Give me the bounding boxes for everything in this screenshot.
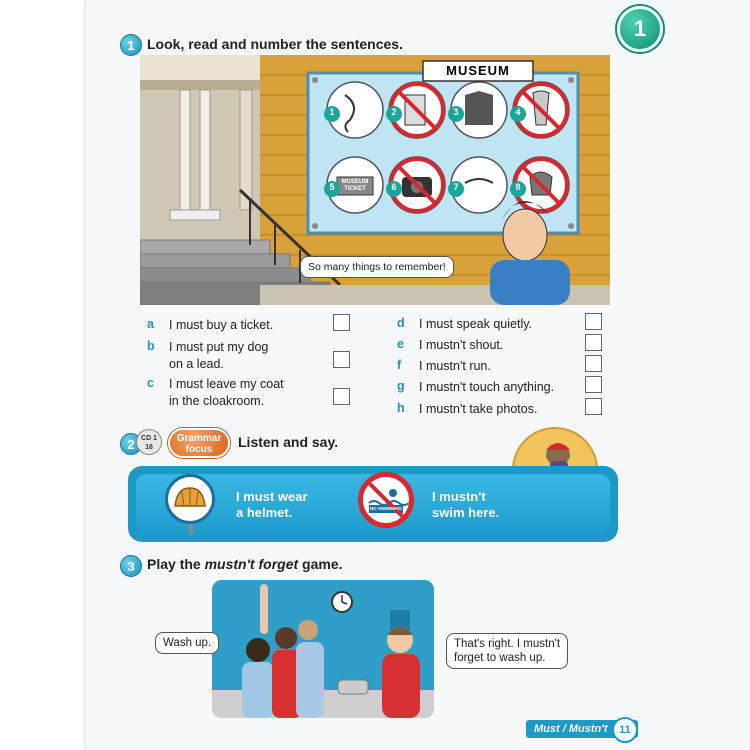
sentence-text-block	[169, 376, 284, 410]
bubble-line-1: That's right. I mustn't	[454, 638, 561, 650]
exercise-2-title: Listen and say.	[238, 434, 339, 450]
page-number: 11	[612, 717, 638, 743]
exercise-3-title-italic: mustn't forget	[204, 556, 299, 572]
sentence-text: I mustn't shout.	[419, 338, 504, 352]
exercise-3-title-post: game.	[298, 556, 343, 572]
picture-number-5: 5	[329, 182, 335, 192]
sentence-text: I must speak quietly.	[419, 317, 533, 331]
helmet-sign-post	[189, 524, 193, 534]
sentence-text: I mustn't run.	[419, 359, 491, 373]
grammar-badge-line-2: focus	[185, 444, 213, 455]
picture-number-8: 8	[515, 182, 521, 192]
grammar-sentence-mustnt	[432, 489, 499, 521]
sentence-a	[147, 317, 273, 334]
sentence-letter: c	[147, 376, 154, 390]
speech-bubble-thats-right	[446, 633, 568, 669]
grammar-must-line-1: I must wear	[236, 489, 308, 504]
museum-sign-text: MUSEUM	[446, 63, 510, 78]
sentence-line-1: I must leave my coat	[169, 377, 284, 391]
cd-label: CD 1	[141, 435, 157, 442]
exercise-3-number: 3	[120, 555, 142, 577]
sentence-letter: d	[397, 316, 405, 330]
grammar-focus-badge	[168, 428, 230, 458]
exercise-3-title	[147, 556, 343, 572]
helmet-sign-icon	[165, 474, 215, 524]
picture-number-7: 7	[453, 182, 459, 192]
sentence-d	[397, 316, 532, 333]
sentence-letter: e	[397, 337, 404, 351]
picture-number-1: 1	[329, 107, 335, 117]
sentence-letter: g	[397, 379, 405, 393]
picture-number-3: 3	[453, 107, 459, 117]
answer-box-c[interactable]	[333, 388, 350, 405]
speech-bubble-wash-up: Wash up.	[155, 632, 219, 654]
sentence-text: I must buy a ticket.	[169, 318, 274, 332]
answer-box-a[interactable]	[333, 314, 350, 331]
footer-topic-tab: Must / Mustn't	[526, 720, 638, 738]
answer-box-h[interactable]	[585, 398, 602, 415]
exercise-1-number: 1	[120, 34, 142, 56]
sentence-text-block	[169, 339, 268, 373]
sentence-line-1: I must put my dog	[169, 340, 269, 354]
sentence-h	[397, 401, 537, 418]
museum-scene-illustration	[140, 55, 610, 305]
sentence-e	[397, 337, 503, 354]
sentence-letter: f	[397, 358, 402, 372]
exercise-1-title: Look, read and number the sentences.	[147, 36, 403, 52]
answer-box-g[interactable]	[585, 376, 602, 393]
sentence-b	[147, 339, 268, 373]
no-swimming-sign-icon	[358, 472, 414, 528]
sentence-c	[147, 376, 284, 410]
no-swimming-sign-text: NO SWIMMING	[370, 506, 402, 511]
sentence-text: I mustn't take photos.	[419, 402, 538, 416]
sentence-letter: a	[147, 317, 154, 331]
exercise-3-title-pre: Play the	[147, 556, 205, 572]
answer-box-d[interactable]	[585, 313, 602, 330]
ticket-text: MUSEUM TICKET	[341, 179, 369, 192]
picture-number-6: 6	[391, 182, 397, 192]
answer-box-b[interactable]	[333, 351, 350, 368]
unit-number-badge: 1	[617, 6, 663, 52]
sentence-f	[397, 358, 491, 375]
picture-number-4: 4	[515, 107, 521, 117]
grammar-mustnt-line-2: swim here.	[432, 505, 500, 520]
grammar-badge-line-1: Grammar	[176, 433, 222, 444]
sentence-line-2: in the cloakroom.	[169, 394, 265, 408]
speech-bubble-remember: So many things to remember!	[300, 256, 454, 278]
classroom-photo	[212, 580, 434, 718]
grammar-mustnt-line-1: I mustn't	[432, 489, 486, 504]
answer-box-e[interactable]	[585, 334, 602, 351]
cd-track-number: 16	[145, 444, 153, 451]
cd-track-icon[interactable]	[136, 429, 162, 455]
picture-number-2: 2	[391, 107, 397, 117]
sentence-g	[397, 379, 554, 396]
grammar-sentence-must	[236, 489, 308, 521]
bubble-line-2: forget to wash up.	[454, 652, 546, 664]
sentence-line-2: on a lead.	[169, 357, 224, 371]
sentence-text: I mustn't touch anything.	[419, 380, 555, 394]
sentence-letter: h	[397, 401, 405, 415]
exercise-2-number: 2	[120, 433, 142, 455]
grammar-must-line-2: a helmet.	[236, 505, 293, 520]
answer-box-f[interactable]	[585, 355, 602, 372]
sentence-letter: b	[147, 339, 155, 353]
